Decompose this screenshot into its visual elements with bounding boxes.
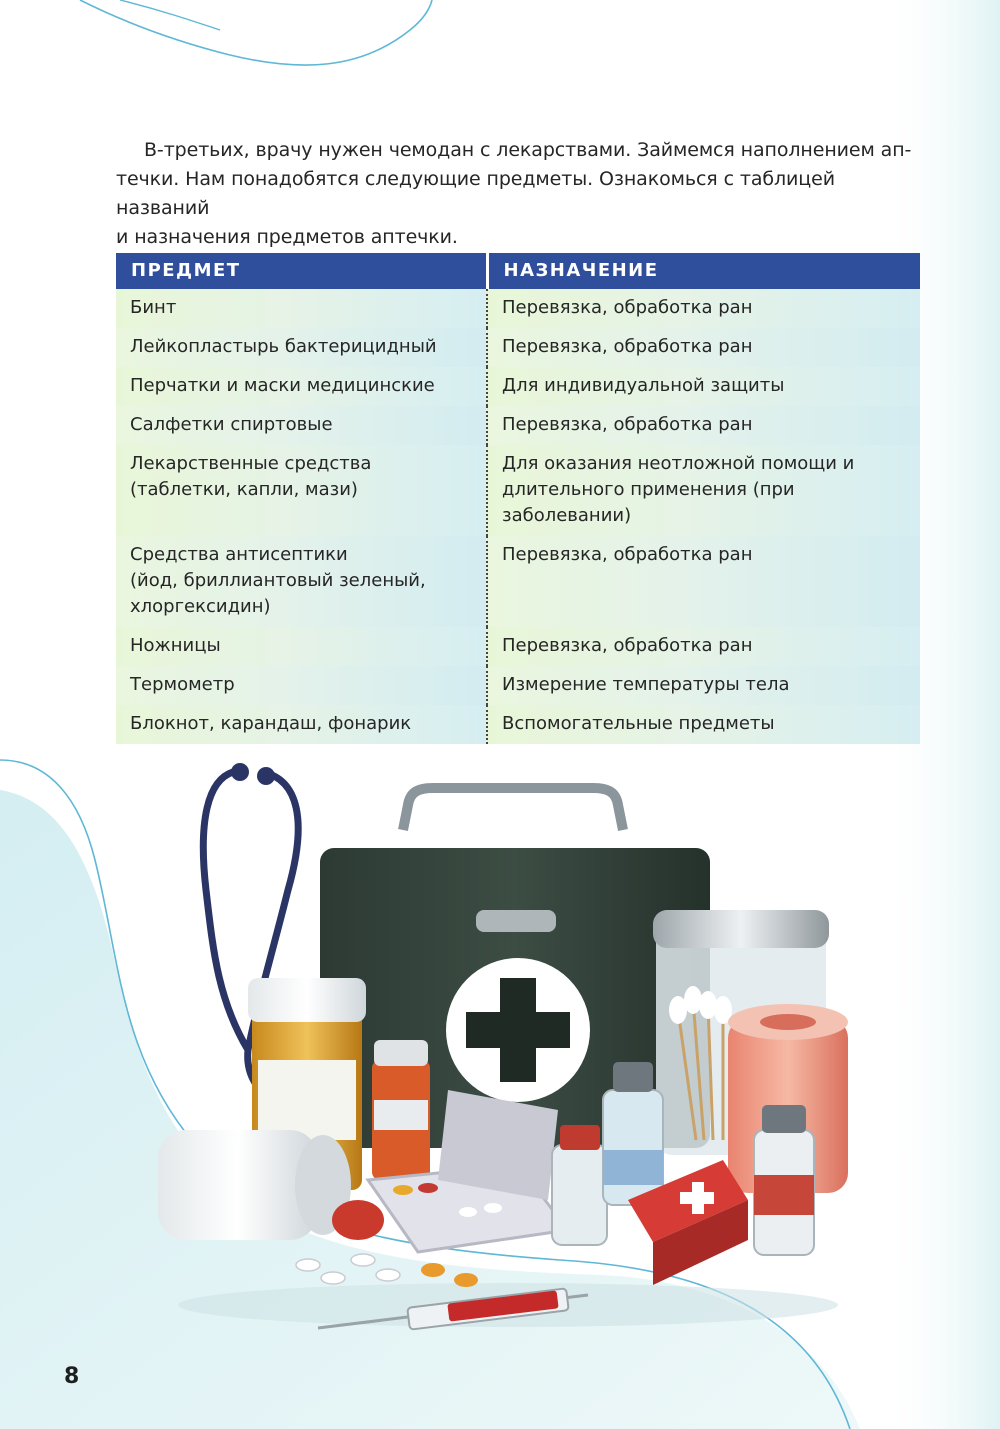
purpose-cell	[487, 666, 920, 705]
purpose-text: Перевязка, обработка ран	[502, 414, 753, 435]
purpose-cell	[487, 406, 920, 445]
item-text: Средства антисептики	[130, 544, 348, 565]
item-cell	[116, 289, 487, 328]
intro-line: В-третьих, врачу нужен чемодан с лекарствами. Займемся наполнением ап-	[144, 139, 912, 161]
purpose-text: длительного применения (при заболевании)	[502, 479, 795, 526]
purpose-text: Измерение температуры тела	[502, 674, 790, 695]
purpose-cell	[487, 289, 920, 328]
first-aid-kit-table	[116, 253, 920, 744]
item-cell	[116, 406, 487, 445]
item-cell	[116, 666, 487, 705]
item-cell	[116, 536, 487, 627]
column-header-item: ПРЕДМЕТ	[116, 253, 487, 289]
item-text: Ножницы	[130, 635, 221, 656]
purpose-cell	[487, 627, 920, 666]
purpose-text: Перевязка, обработка ран	[502, 544, 753, 565]
intro-paragraph	[116, 136, 920, 252]
item-text: Бинт	[130, 297, 177, 318]
table-row	[116, 536, 920, 627]
purpose-text: Перевязка, обработка ран	[502, 336, 753, 357]
item-cell	[116, 705, 487, 744]
purpose-text: Перевязка, обработка ран	[502, 635, 753, 656]
table-row	[116, 666, 920, 705]
purpose-cell	[487, 705, 920, 744]
page-number: 8	[64, 1364, 80, 1389]
purpose-cell	[487, 367, 920, 406]
table-row	[116, 406, 920, 445]
purpose-text: Для оказания неотложной помощи и	[502, 453, 855, 474]
item-text: (таблетки, капли, мази)	[130, 479, 358, 500]
purpose-cell	[487, 445, 920, 536]
item-cell	[116, 367, 487, 406]
intro-line: течки. Нам понадобятся следующие предметы. Ознакомься с таблицей названий	[116, 168, 835, 219]
item-cell	[116, 328, 487, 367]
item-text: Лекарственные средства	[130, 453, 372, 474]
item-cell	[116, 627, 487, 666]
purpose-text: Для индивидуальной защиты	[502, 375, 785, 396]
item-text: (йод, бриллиантовый зеленый,	[130, 570, 426, 591]
purpose-cell	[487, 328, 920, 367]
table-row	[116, 328, 920, 367]
purpose-text: Перевязка, обработка ран	[502, 297, 753, 318]
table-row	[116, 705, 920, 744]
intro-line: и назначения предметов аптечки.	[116, 226, 458, 248]
table-header-row	[116, 253, 920, 289]
column-header-purpose: НАЗНАЧЕНИЕ	[487, 253, 920, 289]
table-row	[116, 627, 920, 666]
medical-kit-illustration	[148, 760, 878, 1350]
item-text: Блокнот, карандаш, фонарик	[130, 713, 412, 734]
item-cell	[116, 445, 487, 536]
purpose-cell	[487, 536, 920, 627]
table-row	[116, 367, 920, 406]
table-row	[116, 445, 920, 536]
item-text: Лейкопластырь бактерицидный	[130, 336, 437, 357]
purpose-text: Вспомогательные предметы	[502, 713, 775, 734]
item-text: Салфетки спиртовые	[130, 414, 333, 435]
white-bottle-icon	[158, 1130, 318, 1240]
table-row	[116, 289, 920, 328]
item-text: Термометр	[130, 674, 235, 695]
item-text: хлоргексидин)	[130, 596, 271, 617]
item-text: Перчатки и маски медицинские	[130, 375, 435, 396]
vial-icon	[552, 1145, 607, 1245]
